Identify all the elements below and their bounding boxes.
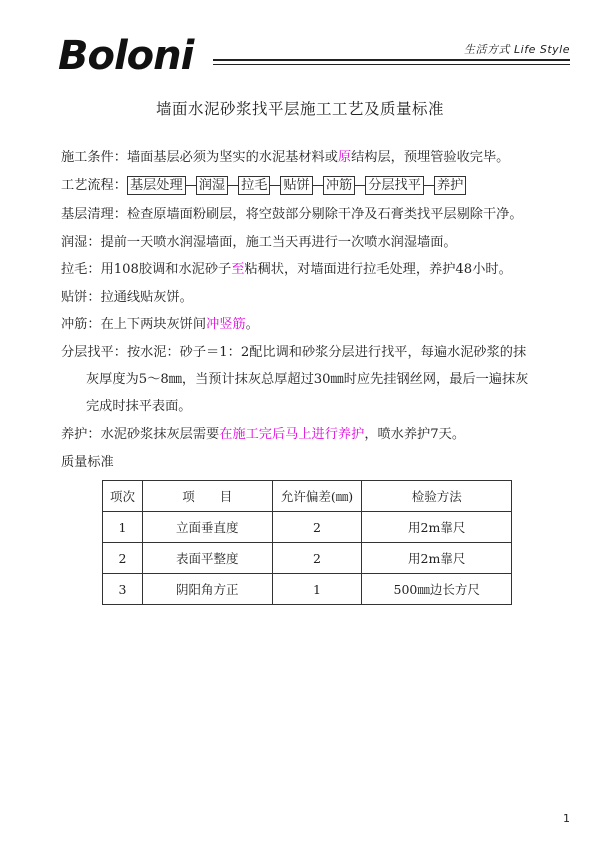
curing-text-a: 水泥砂浆抹灰层需要 [100, 427, 220, 442]
curing-text-b: ，喷水养护7天。 [364, 427, 466, 442]
wetting-label: 润湿： [61, 235, 101, 250]
ribs-label: 冲筋： [61, 317, 101, 332]
header-tolerance: 允许偏差(㎜) [272, 481, 362, 512]
process-step: 养护 [434, 176, 466, 195]
conditions-highlight: 原 [337, 150, 352, 165]
cell-item-no: 3 [103, 574, 143, 605]
header-rule-thin [213, 64, 570, 65]
table-row [103, 543, 512, 574]
conditions-label: 施工条件： [61, 150, 127, 165]
process-step: 拉毛 [238, 176, 270, 195]
process-label: 工艺流程： [61, 178, 127, 193]
leveling-line-1: 按水泥：砂子＝1：2配比调和砂浆分层进行找平，每遍水泥砂浆的抹 [126, 345, 527, 360]
cell-tolerance: 1 [272, 574, 362, 605]
wetting-paragraph [61, 233, 457, 253]
process-connector [228, 185, 238, 186]
quality-table [102, 480, 512, 605]
cakes-paragraph [61, 288, 193, 308]
ribs-text-b: 。 [245, 317, 259, 332]
roughening-highlight: 至 [231, 262, 245, 277]
process-connector [313, 185, 323, 186]
conditions-text-b: 结构层，预埋管验收完毕。 [351, 150, 510, 165]
leveling-label: 分层找平： [61, 345, 127, 360]
wetting-text: 提前一天喷水润湿墙面，施工当天再进行一次喷水润湿墙面。 [100, 235, 457, 250]
process-flow [127, 176, 466, 195]
cell-method: 500㎜边长方尺 [362, 574, 512, 605]
header-method: 检验方法 [362, 481, 512, 512]
cell-method: 用2m靠尺 [362, 543, 512, 574]
cleaning-paragraph [61, 205, 523, 225]
conditions-text-a: 墙面基层必须为坚实的水泥基材料或 [126, 150, 338, 165]
curing-label: 养护： [61, 427, 101, 442]
process-connector [270, 185, 280, 186]
cell-item: 表面平整度 [142, 543, 272, 574]
cell-method: 用2m靠尺 [362, 512, 512, 543]
header-item: 项 目 [142, 481, 272, 512]
process-step: 分层找平 [365, 176, 424, 195]
table-row [103, 512, 512, 543]
cell-tolerance: 2 [272, 543, 362, 574]
page-number: 1 [563, 812, 570, 825]
process-connector [186, 185, 196, 186]
leveling-paragraph [61, 343, 526, 363]
roughening-text-b: 粘稠状，对墙面进行拉毛处理，养护48小时。 [244, 262, 512, 277]
cakes-text: 拉通线贴灰饼。 [100, 290, 193, 305]
brand-tagline: 生活方式 Life Style [464, 43, 570, 56]
process-step: 润湿 [196, 176, 228, 195]
curing-paragraph [61, 425, 465, 445]
table-header-row [103, 481, 512, 512]
process-connector [355, 185, 365, 186]
curing-highlight: 在施工完后马上进行养护 [219, 427, 365, 442]
process-step: 冲筋 [323, 176, 355, 195]
cell-item-no: 1 [103, 512, 143, 543]
roughening-label: 拉毛： [61, 262, 101, 277]
table-row [103, 574, 512, 605]
process-paragraph [61, 176, 466, 196]
header-item-no: 项次 [103, 481, 143, 512]
ribs-paragraph [61, 315, 259, 335]
cleaning-text: 检查原墙面粉刷层，将空鼓部分剔除干净及石膏类找平层剔除干净。 [126, 207, 523, 222]
leveling-line-2: 灰厚度为5～8㎜，当预计抹灰总厚超过30㎜时应先挂钢丝网，最后一遍抹灰 [86, 372, 529, 387]
cell-item: 阴阳角方正 [142, 574, 272, 605]
roughening-text-a: 用108胶调和水泥砂子 [100, 262, 232, 277]
quality-heading: 质量标准 [61, 455, 114, 470]
cell-item-no: 2 [103, 543, 143, 574]
process-step: 贴饼 [280, 176, 312, 195]
ribs-highlight: 冲竖筋 [206, 317, 246, 332]
roughening-paragraph [61, 260, 512, 280]
cell-tolerance: 2 [272, 512, 362, 543]
conditions-paragraph [61, 148, 509, 168]
document-title: 墙面水泥砂浆找平层施工工艺及质量标准 [155, 100, 444, 118]
cell-item: 立面垂直度 [142, 512, 272, 543]
ribs-text: 在上下两块灰饼间 [100, 317, 207, 332]
process-connector [424, 185, 434, 186]
leveling-line-3: 完成时抹平表面。 [86, 399, 192, 414]
brand-logo: Boloni [58, 33, 194, 79]
cakes-label: 贴饼： [61, 290, 101, 305]
cleaning-label: 基层清理： [61, 207, 127, 222]
header-rule-thick [213, 59, 570, 61]
process-step: 基层处理 [127, 176, 186, 195]
